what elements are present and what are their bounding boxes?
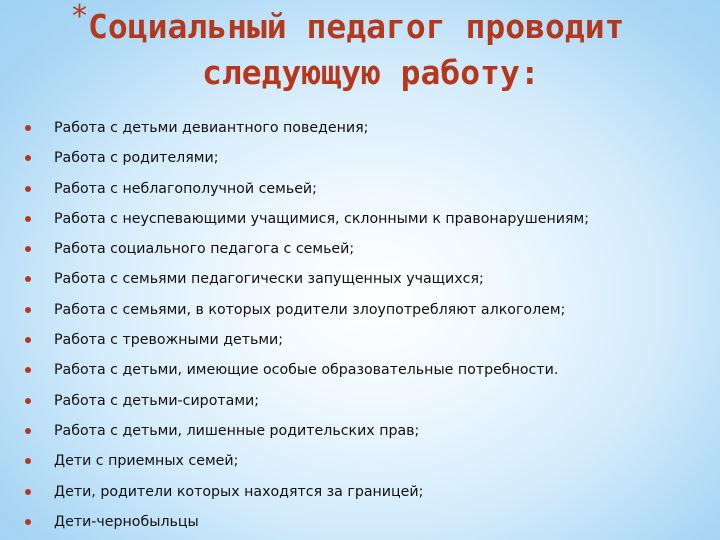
list-item: [22, 143, 712, 173]
list-item: [22, 113, 712, 143]
bullet-list: [22, 113, 712, 537]
list-item: [22, 355, 712, 385]
bullet-dot-icon: [25, 155, 31, 161]
list-item-text: Работа с семьями, в которых родители злоупотребляют алкоголем;: [54, 301, 566, 318]
bullet-dot-icon: [25, 307, 31, 313]
slide-title-line-1: Социальный педагог проводит: [88, 7, 625, 46]
bullet-dot-icon: [25, 216, 31, 222]
slide-title: [60, 0, 700, 96]
list-item-text: Работа с неблагополучной семьей;: [54, 180, 317, 197]
list-item-text: Работа с родителями;: [54, 150, 219, 167]
list-item: [22, 234, 712, 264]
list-item: [22, 295, 712, 325]
list-item: [22, 446, 712, 476]
list-item-text: Работа социального педагога с семьей;: [54, 241, 355, 258]
bullet-dot-icon: [25, 428, 31, 434]
list-item: [22, 477, 712, 507]
list-item-text: Работа с семьями педагогически запущенных учащихся;: [54, 271, 484, 288]
list-item: [22, 386, 712, 416]
list-item-text: Дети с приемных семей;: [54, 453, 239, 470]
list-item-text: Работа с детьми девиантного поведения;: [54, 120, 369, 136]
bullet-dot-icon: [25, 458, 31, 464]
list-item-text: Работа с тревожными детьми;: [54, 332, 284, 349]
bullet-dot-icon: [25, 186, 31, 192]
bullet-dot-icon: [25, 276, 31, 282]
bullet-dot-icon: [25, 519, 31, 525]
list-item: [22, 416, 712, 446]
list-item: [22, 507, 712, 537]
list-item: [22, 204, 712, 234]
list-item-text: Дети, родители которых находятся за границей;: [54, 483, 424, 500]
list-item-text: Работа с детьми-сиротами;: [54, 392, 260, 409]
list-item-text: Работа с детьми, лишенные родительских прав;: [54, 422, 420, 439]
bullet-dot-icon: [25, 337, 31, 343]
bullet-dot-icon: [25, 398, 31, 404]
bullet-dot-icon: [25, 246, 31, 252]
title-asterisk-icon: *: [72, 0, 87, 34]
list-item: [22, 174, 712, 204]
bullet-dot-icon: [25, 489, 31, 495]
list-item-text: Дети-чернобыльцы: [54, 513, 199, 530]
bullet-dot-icon: [25, 125, 31, 131]
list-item-text: Работа с детьми, имеющие особые образовательные потребности.: [54, 362, 559, 379]
list-item: [22, 325, 712, 355]
list-item: [22, 264, 712, 294]
slide-title-line-2: следующую работу:: [202, 53, 540, 92]
list-item-text: Работа с неуспевающими учащимися, склонными к правонарушениям;: [54, 210, 590, 227]
bullet-dot-icon: [25, 367, 31, 373]
